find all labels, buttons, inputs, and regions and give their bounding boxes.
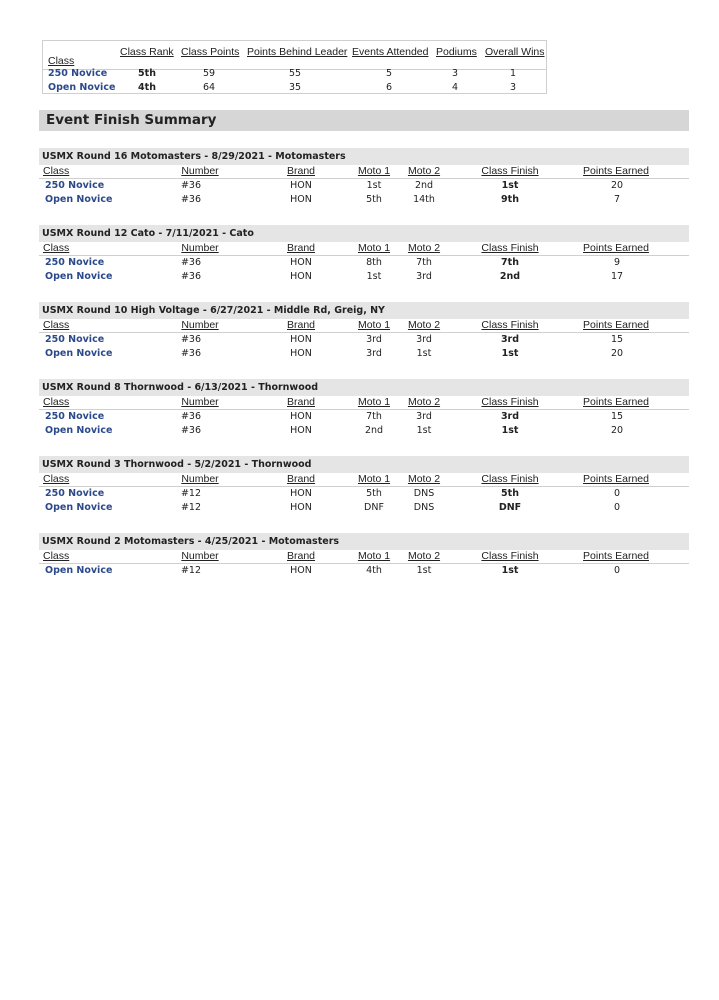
- class-link[interactable]: Open Novice: [45, 565, 113, 576]
- brand: HON: [290, 565, 312, 576]
- class-link[interactable]: Open Novice: [45, 502, 113, 513]
- header-points-earned: Points Earned: [583, 319, 649, 331]
- class-finish: 9th: [501, 194, 519, 205]
- event-block: [39, 302, 689, 361]
- standings-row: [43, 67, 546, 81]
- header-number: Number: [181, 165, 219, 177]
- moto-2: 1st: [416, 348, 432, 359]
- points-earned: 20: [610, 180, 624, 191]
- brand: HON: [290, 194, 312, 205]
- points-earned: 15: [610, 411, 624, 422]
- event-header-row: [39, 550, 689, 564]
- header-number: Number: [181, 242, 219, 254]
- moto-1: 3rd: [366, 334, 382, 345]
- header-class-finish: Class Finish: [481, 473, 539, 485]
- class-rank: 4th: [138, 82, 156, 93]
- event-row: [39, 179, 689, 193]
- header-number: Number: [181, 550, 219, 562]
- header-brand: Brand: [286, 319, 316, 331]
- moto-1: 2nd: [364, 425, 384, 436]
- moto-1: 1st: [366, 271, 382, 282]
- number: #36: [180, 348, 202, 359]
- brand: HON: [290, 334, 312, 345]
- event-row: [39, 333, 689, 347]
- header-class: Class: [43, 165, 70, 177]
- event-header-row: [39, 319, 689, 333]
- class-link[interactable]: Open Novice: [45, 425, 113, 436]
- event-row: [39, 270, 689, 284]
- overall-wins: 3: [509, 82, 517, 93]
- class-finish: DNF: [498, 502, 522, 513]
- class-points: 64: [202, 82, 216, 93]
- class-link[interactable]: Open Novice: [45, 348, 113, 359]
- header-brand: Brand: [286, 242, 316, 254]
- moto-2: DNS: [413, 488, 435, 499]
- event-row: [39, 424, 689, 438]
- class-link[interactable]: 250 Novice: [45, 334, 105, 345]
- points-earned: 9: [613, 257, 621, 268]
- header-points-behind-leader: Points Behind Leader: [247, 46, 348, 58]
- standings-class-link[interactable]: Open Novice: [48, 82, 116, 93]
- header-moto-1: Moto 1: [357, 242, 391, 254]
- header-moto-2: Moto 2: [407, 550, 441, 562]
- event-row: [39, 501, 689, 515]
- class-finish: 1st: [501, 348, 519, 359]
- class-points: 59: [202, 68, 216, 79]
- event-header-row: [39, 473, 689, 487]
- number: #36: [180, 334, 202, 345]
- moto-2: 14th: [413, 194, 435, 205]
- header-number: Number: [181, 473, 219, 485]
- brand: HON: [290, 411, 312, 422]
- events-attended: 5: [385, 68, 393, 79]
- moto-2: 3rd: [416, 334, 432, 345]
- header-moto-2: Moto 2: [407, 165, 441, 177]
- header-moto-2: Moto 2: [407, 473, 441, 485]
- standings-row: [43, 81, 546, 95]
- overall-wins: 1: [509, 68, 517, 79]
- number: #36: [180, 194, 202, 205]
- points-earned: 17: [610, 271, 624, 282]
- header-moto-1: Moto 1: [357, 165, 391, 177]
- event-title: USMX Round 8 Thornwood - 6/13/2021 - Thornwood: [39, 379, 689, 396]
- class-finish: 3rd: [500, 411, 520, 422]
- moto-1: 8th: [366, 257, 382, 268]
- event-header-row: [39, 396, 689, 410]
- number: #36: [180, 411, 202, 422]
- header-class: Class: [43, 242, 70, 254]
- class-link[interactable]: 250 Novice: [45, 257, 105, 268]
- event-row: [39, 256, 689, 270]
- moto-2: 2nd: [414, 180, 434, 191]
- header-podiums: Podiums: [436, 46, 477, 58]
- header-events-attended: Events Attended: [352, 46, 429, 58]
- number: #36: [180, 257, 202, 268]
- header-number: Number: [181, 319, 219, 331]
- moto-1: DNF: [364, 502, 384, 513]
- header-moto-2: Moto 2: [407, 319, 441, 331]
- class-finish: 1st: [501, 180, 519, 191]
- class-finish: 3rd: [500, 334, 520, 345]
- points-earned: 15: [610, 334, 624, 345]
- brand: HON: [290, 502, 312, 513]
- standings-class-link[interactable]: 250 Novice: [48, 68, 108, 79]
- header-moto-1: Moto 1: [357, 396, 391, 408]
- header-brand: Brand: [286, 550, 316, 562]
- podiums: 3: [451, 68, 459, 79]
- class-finish: 7th: [501, 257, 519, 268]
- class-link[interactable]: 250 Novice: [45, 488, 105, 499]
- event-block: [39, 225, 689, 284]
- header-class-finish: Class Finish: [481, 165, 539, 177]
- moto-2: 1st: [416, 425, 432, 436]
- class-link[interactable]: Open Novice: [45, 271, 113, 282]
- number: #12: [180, 488, 202, 499]
- points-earned: 20: [610, 348, 624, 359]
- event-block: [39, 533, 689, 578]
- header-brand: Brand: [286, 165, 316, 177]
- event-header-row: [39, 242, 689, 256]
- header-class-finish: Class Finish: [481, 550, 539, 562]
- event-row: [39, 487, 689, 501]
- number: #36: [180, 425, 202, 436]
- points-earned: 0: [613, 488, 621, 499]
- moto-1: 7th: [366, 411, 382, 422]
- points-earned: 0: [613, 502, 621, 513]
- event-title: USMX Round 16 Motomasters - 8/29/2021 - Motomasters: [39, 148, 689, 165]
- event-title: USMX Round 2 Motomasters - 4/25/2021 - Motomasters: [39, 533, 689, 550]
- header-brand: Brand: [286, 396, 316, 408]
- header-moto-1: Moto 1: [357, 319, 391, 331]
- header-number: Number: [181, 396, 219, 408]
- header-points-earned: Points Earned: [583, 242, 649, 254]
- moto-2: 3rd: [416, 271, 432, 282]
- event-block: [39, 456, 689, 515]
- moto-1: 4th: [366, 565, 382, 576]
- event-block: [39, 379, 689, 438]
- header-class: Class: [43, 319, 70, 331]
- points-behind-leader: 55: [288, 68, 302, 79]
- header-class-points: Class Points: [181, 46, 240, 58]
- event-row: [39, 564, 689, 578]
- event-row: [39, 193, 689, 207]
- event-finish-summary-title: Event Finish Summary: [39, 110, 689, 131]
- class-finish: 1st: [501, 565, 519, 576]
- header-points-earned: Points Earned: [583, 396, 649, 408]
- points-behind-leader: 35: [288, 82, 302, 93]
- header-class-rank: Class Rank: [120, 46, 174, 58]
- brand: HON: [290, 271, 312, 282]
- number: #36: [180, 180, 202, 191]
- header-points-earned: Points Earned: [583, 473, 649, 485]
- class-link[interactable]: 250 Novice: [45, 411, 105, 422]
- header-class: Class: [48, 55, 75, 67]
- number: #12: [180, 502, 202, 513]
- brand: HON: [290, 488, 312, 499]
- brand: HON: [290, 425, 312, 436]
- moto-1: 3rd: [366, 348, 382, 359]
- number: #36: [180, 271, 202, 282]
- header-moto-1: Moto 1: [357, 550, 391, 562]
- header-class: Class: [43, 550, 70, 562]
- points-earned: 7: [613, 194, 621, 205]
- header-class-finish: Class Finish: [481, 319, 539, 331]
- points-earned: 0: [613, 565, 621, 576]
- event-header-row: [39, 165, 689, 179]
- header-overall-wins: Overall Wins: [485, 46, 545, 58]
- class-finish: 5th: [501, 488, 519, 499]
- header-moto-2: Moto 2: [407, 396, 441, 408]
- event-row: [39, 347, 689, 361]
- standings-table: [42, 40, 547, 94]
- moto-1: 5th: [366, 194, 382, 205]
- header-class: Class: [43, 473, 70, 485]
- brand: HON: [290, 180, 312, 191]
- brand: HON: [290, 348, 312, 359]
- events-attended: 6: [385, 82, 393, 93]
- event-title: USMX Round 10 High Voltage - 6/27/2021 - Middle Rd, Greig, NY: [39, 302, 689, 319]
- podiums: 4: [451, 82, 459, 93]
- moto-1: 5th: [366, 488, 382, 499]
- header-moto-2: Moto 2: [407, 242, 441, 254]
- moto-2: 1st: [416, 565, 432, 576]
- moto-2: 3rd: [416, 411, 432, 422]
- moto-2: DNS: [413, 502, 435, 513]
- class-finish: 2nd: [499, 271, 521, 282]
- event-title: USMX Round 3 Thornwood - 5/2/2021 - Thornwood: [39, 456, 689, 473]
- header-class-finish: Class Finish: [481, 396, 539, 408]
- number: #12: [180, 565, 202, 576]
- class-link[interactable]: 250 Novice: [45, 180, 105, 191]
- class-finish: 1st: [501, 425, 519, 436]
- moto-1: 1st: [366, 180, 382, 191]
- header-moto-1: Moto 1: [357, 473, 391, 485]
- brand: HON: [290, 257, 312, 268]
- header-brand: Brand: [286, 473, 316, 485]
- event-title: USMX Round 12 Cato - 7/11/2021 - Cato: [39, 225, 689, 242]
- event-row: [39, 410, 689, 424]
- event-block: [39, 148, 689, 207]
- points-earned: 20: [610, 425, 624, 436]
- header-points-earned: Points Earned: [583, 550, 649, 562]
- moto-2: 7th: [416, 257, 432, 268]
- class-rank: 5th: [138, 68, 156, 79]
- class-link[interactable]: Open Novice: [45, 194, 113, 205]
- header-class: Class: [43, 396, 70, 408]
- header-class-finish: Class Finish: [481, 242, 539, 254]
- header-points-earned: Points Earned: [583, 165, 649, 177]
